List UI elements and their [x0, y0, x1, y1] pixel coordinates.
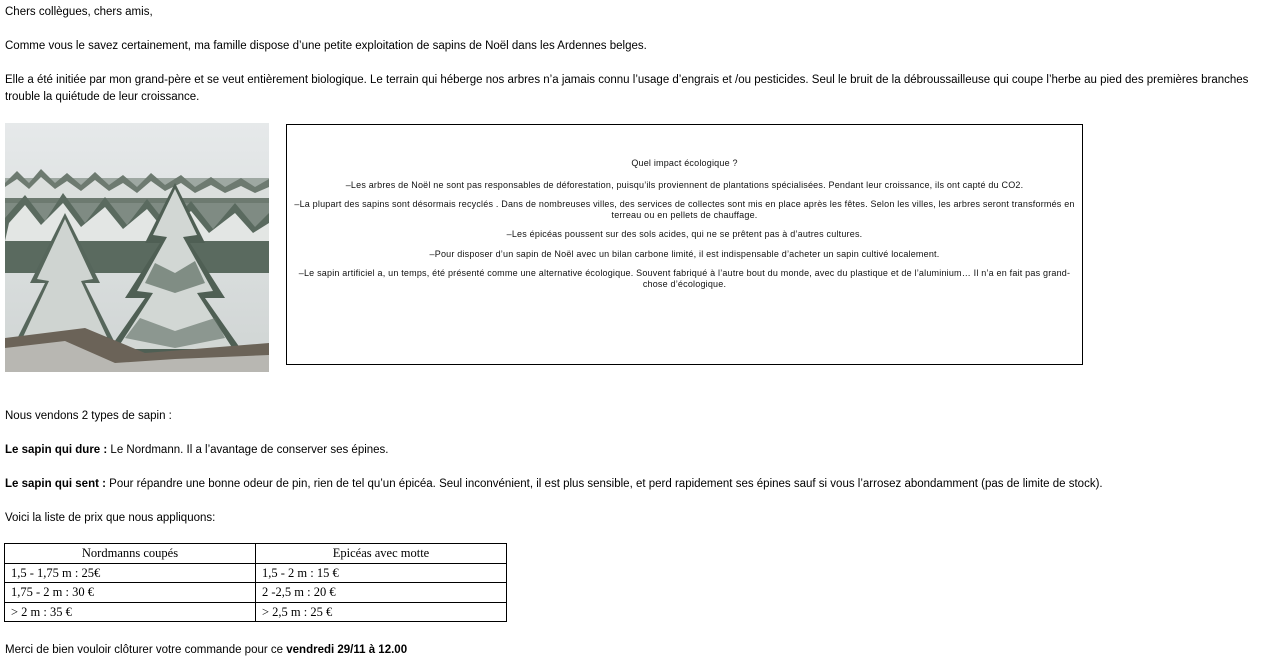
snowy-fir-trees-photo: [5, 123, 269, 372]
table-header-epicea: Epicéas avec motte: [256, 544, 507, 564]
prices-intro: Voici la liste de prix que nous appliquons:: [5, 512, 216, 524]
type-nordmann-paragraph: [5, 442, 389, 459]
table-cell: 1,75 - 2 m : 30 €: [5, 583, 256, 603]
table-row: [5, 563, 507, 583]
textbox-title: Quel impact écologique ?: [631, 158, 738, 168]
textbox-point-1: –Les arbres de Noël ne sont pas responsables de déforestation, puisqu’ils proviennent de plantations spécialisées. Pendant leur croissance, ils ont capté du CO2.: [345, 179, 1024, 190]
table-cell: 1,5 - 2 m : 15 €: [256, 563, 507, 583]
table-row: [5, 602, 507, 622]
textbox-point-3: –Les épicéas poussent sur des sols acides, qui ne se prêtent pas à d’autres cultures.: [506, 229, 863, 239]
type-nordmann-label: Le sapin qui dure :: [5, 444, 108, 456]
textbox-point-5: –Le sapin artificiel a, un temps, été présenté comme une alternative écologique. Souvent fabriqué à l’autre bout du monde, avec du plastique et de l’aluminium… Il n’a en fait pas grand-chose d’écologique.: [298, 268, 1071, 289]
table-cell: 1,5 - 1,75 m : 25€: [5, 563, 256, 583]
closing-paragraph: [5, 642, 407, 659]
closing-text: Merci de bien vouloir clôturer votre commande pour ce: [5, 644, 287, 656]
intro-paragraph: Comme vous le savez certainement, ma famille dispose d’une petite exploitation de sapins de Noël dans les Ardennes belges.: [5, 40, 647, 52]
ecological-impact-textbox: [286, 124, 1083, 365]
table-header-row: [5, 544, 507, 564]
greeting: Chers collègues, chers amis,: [5, 6, 153, 18]
type-epicea-text: Pour répandre une bonne odeur de pin, rien de tel qu’un épicéa. Seul inconvénient, il est plus sensible, et perd rapidement ses épines sauf si vous l’arrosez abondamment (pas de limite de stock).: [105, 478, 1103, 490]
type-epicea-paragraph: [5, 476, 1103, 493]
history-paragraph: Elle a été initiée par mon grand-père et se veut entièrement biologique. Le terrain qui héberge nos arbres n’a jamais connu l’usage d’engrais et /ou pesticides. Seul le bruit de la débroussailleuse qui coupe l’herbe au pied des premières branches trouble la quiétude de leur croissance.: [5, 74, 1249, 103]
type-epicea-label: Le sapin qui sent :: [5, 478, 106, 490]
table-row: [5, 583, 507, 603]
table-cell: > 2 m : 35 €: [5, 602, 256, 622]
price-table: [4, 543, 507, 622]
textbox-point-4: –Pour disposer d’un sapin de Noël avec un bilan carbone limité, il est indispensable d’acheter un sapin cultivé localement.: [429, 248, 940, 259]
type-nordmann-text: Le Nordmann. Il a l’avantage de conserver ses épines.: [107, 444, 389, 456]
textbox-point-2: –La plupart des sapins sont désormais recyclés . Dans de nombreuses villes, des services de collectes sont mis en place après les fêtes. Selon les villes, les arbres seront transformés en terreau ou en pellets de chauffage.: [294, 199, 1075, 220]
table-cell: 2 -2,5 m : 20 €: [256, 583, 507, 603]
table-header-nordmann: Nordmanns coupés: [5, 544, 256, 564]
closing-deadline: vendredi 29/11 à 12.00: [286, 644, 408, 656]
table-cell: > 2,5 m : 25 €: [256, 602, 507, 622]
types-intro: Nous vendons 2 types de sapin :: [5, 410, 172, 422]
